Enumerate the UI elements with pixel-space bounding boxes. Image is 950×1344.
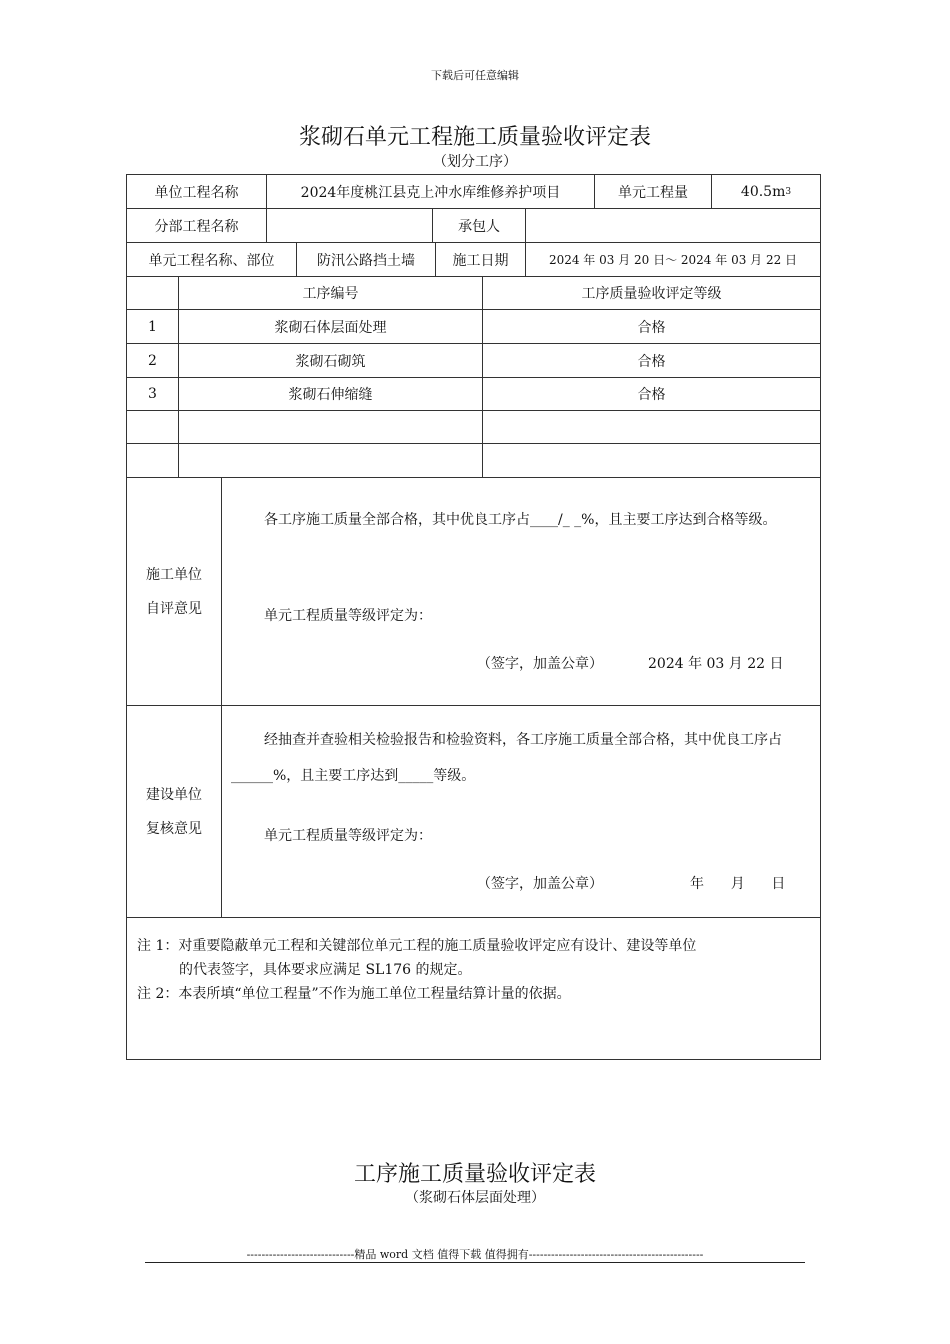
element-label: 单元工程名称、部位 <box>127 243 297 277</box>
footer-text: -----------------------------精品 word 文档 值得下载 值得拥有----------------------------------------------- <box>246 1248 704 1261</box>
division-label: 分部工程名称 <box>127 209 267 243</box>
review-date: 年 月 日 <box>690 876 786 892</box>
header-note: 下载后可任意编辑 <box>431 69 519 82</box>
process-header-blank <box>127 277 179 310</box>
division-value <box>267 209 433 243</box>
second-subtitle: （浆砌石体层面处理） <box>405 1190 545 1206</box>
unit-quantity-sup: 3 <box>785 186 792 197</box>
process-row-name: 浆砌石体层面处理 <box>179 310 483 344</box>
unit-project-value: 2024年度桃江县克上冲水库维修养护项目 <box>267 175 595 209</box>
process-row-grade: 合格 <box>483 310 820 344</box>
process-row-name: 浆砌石伸缩缝 <box>179 378 483 411</box>
unit-quantity-label: 单元工程量 <box>595 175 712 209</box>
process-row-no <box>127 411 179 444</box>
self-eval-para1: 各工序施工质量全部合格，其中优良工序占____/_ _%，且主要工序达到合格等级。 <box>264 512 777 528</box>
note1-line1: 注 1：对重要隐蔽单元工程和关键部位单元工程的施工质量验收评定应有设计、建设等单位 <box>137 938 697 954</box>
review-label-line1: 建设单位 <box>146 786 202 803</box>
process-header-no: 工序编号 <box>179 277 483 310</box>
construction-date-value: 2024 年 03 月 20 日～ 2024 年 03 月 22 日 <box>526 243 820 277</box>
process-row-no <box>127 444 179 478</box>
second-title: 工序施工质量验收评定表 <box>353 1162 596 1187</box>
note2: 注 2：本表所填“单位工程量”不作为施工单位工程量结算计量的依据。 <box>137 986 571 1002</box>
process-row-grade: 合格 <box>483 344 820 378</box>
process-row-name <box>179 411 483 444</box>
review-para2: 单元工程质量等级评定为： <box>264 828 432 844</box>
review-label-line2: 复核意见 <box>146 820 202 837</box>
process-row-no: 1 <box>127 310 179 344</box>
process-row-name <box>179 444 483 478</box>
review-para1: 经抽查并查验相关检验报告和检验资料，各工序施工质量全部合格，其中优良工序占______%，且主要工序达到_____等级。 <box>231 732 782 784</box>
process-row-grade: 合格 <box>483 378 820 411</box>
process-row-name: 浆砌石砌筑 <box>179 344 483 378</box>
process-row-grade <box>483 411 820 444</box>
self-eval-label <box>127 478 222 706</box>
process-row-no: 3 <box>127 378 179 411</box>
self-eval-date: 2024 年 03 月 22 日 <box>648 656 784 672</box>
self-eval-sign: （签字，加盖公章） <box>477 656 603 672</box>
process-header-grade: 工序质量验收评定等级 <box>483 277 820 310</box>
note1-line2: 的代表签字，具体要求应满足 SL176 的规定。 <box>179 962 472 978</box>
self-eval-label-line2: 自评意见 <box>146 600 202 617</box>
review-label <box>127 706 222 918</box>
process-row-grade <box>483 444 820 478</box>
contractor-label: 承包人 <box>433 209 526 243</box>
unit-project-label: 单位工程名称 <box>127 175 267 209</box>
evaluation-table <box>126 174 821 1060</box>
page-subtitle: （划分工序） <box>433 154 517 170</box>
construction-date-label: 施工日期 <box>436 243 526 277</box>
self-eval-para2: 单元工程质量等级评定为： <box>264 608 432 624</box>
unit-quantity-value <box>712 175 820 209</box>
notes-section <box>127 918 820 1059</box>
process-row-no: 2 <box>127 344 179 378</box>
contractor-value <box>526 209 820 243</box>
footer-divider <box>145 1262 805 1263</box>
review-sign: （签字，加盖公章） <box>477 876 603 892</box>
element-value: 防汛公路挡土墙 <box>297 243 436 277</box>
unit-quantity-number: 40.5m <box>740 183 786 200</box>
page-title: 浆砌石单元工程施工质量验收评定表 <box>298 125 651 150</box>
self-eval-content <box>222 478 820 706</box>
self-eval-label-line1: 施工单位 <box>146 566 202 583</box>
review-content <box>222 706 820 918</box>
